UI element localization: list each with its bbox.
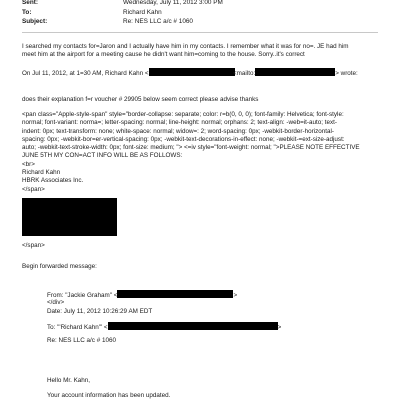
- code-line-3: indent: 0px; text-transform: none; white-space: normal; widow=: 2; word-spacing: 0px; -webkit-border-horizontal-: [22, 127, 335, 135]
- account-updated-line: Your account information has been updated.: [47, 392, 171, 399]
- redacted-email-3: [117, 290, 233, 298]
- quote-mailto: [233, 68, 358, 78]
- signature-name: Richard Kahn: [22, 169, 61, 177]
- quote-attribution: [22, 68, 235, 78]
- code-line-5: auto; -webkit-text-stroke-width: 0px; font-size: medium; "> <=iv style="font-weight: normal; ">PLEASE NOTE EFFECTIVE: [22, 144, 360, 152]
- reply-paragraph: [22, 43, 382, 60]
- header-divider: [22, 32, 378, 33]
- span-close-2: </span>: [22, 242, 45, 249]
- redacted-email-1: [149, 68, 235, 76]
- redacted-email-2: [255, 68, 335, 76]
- begin-forwarded-message: Begin forwarded message:: [22, 263, 97, 270]
- forwarded-date-line: Date: July 11, 2012 10:26:29 AM EDT: [47, 308, 153, 315]
- forwarded-div-close: </div>: [47, 299, 65, 306]
- quote-prefix: On Jul 11, 2012, at 1=30 AM, Richard Kahn <: [22, 70, 149, 77]
- forwarded-subject-line: Re: NES LLC a/c # 1060: [47, 337, 116, 344]
- forwarded-from-suffix: >: [233, 292, 238, 299]
- forwarded-to-line: [47, 322, 281, 332]
- greeting-line: Hello Mr. Kahn,: [47, 377, 91, 384]
- quote-mailto-text: <mailto:: [233, 70, 256, 77]
- code-line-6: JUNE 5TH MY CON=ACT INFO WILL BE AS FOLLOWS:: [22, 152, 183, 160]
- header-subject-value: Re: NES LLC a/c # 1060: [123, 18, 193, 25]
- header-to-value: Richard Kahn: [123, 9, 162, 16]
- code-line-2: normal; font-variant: norma=; letter-spacing: normal; line-height: normal; orphans: 2; text-align: -web=it-auto; text-: [22, 119, 337, 127]
- br-tag: <br>: [22, 160, 35, 168]
- reply-line-1: I searched my contacts for=Jaron and I actually have him in my contacts. I remember what it was for no=. JE had him: [22, 43, 349, 50]
- forwarded-to-suffix: >: [277, 324, 282, 331]
- span-close-1: </span>: [22, 185, 45, 193]
- forwarded-from-prefix: From: "Jackie Graham" <: [47, 292, 118, 299]
- redacted-email-4: [108, 322, 278, 330]
- code-line-1: <pan class="Apple-style-span" style="border-collapse: separate; color: r=b(0, 0, 0); font-family: Helvetica; font-style:: [22, 111, 344, 118]
- question-line: does their explanation f=r voucher # 29905 below seem correct please advise thanks: [22, 96, 259, 103]
- raw-html-block: [22, 111, 382, 194]
- quote-suffix: > wrote:: [335, 70, 358, 77]
- redacted-signature-block: [22, 198, 117, 236]
- header-sent-value: Wednesday, July 11, 2012 3:00 PM: [123, 0, 223, 6]
- reply-line-2: meet him at the airport for a meeting cause he didn't want him=coming to the house. Sorry..it's correct: [22, 51, 305, 59]
- forwarded-from-line: [47, 290, 237, 300]
- header-subject-label: Subject:: [22, 18, 48, 25]
- header-to-label: To:: [22, 9, 32, 16]
- signature-company: HBRK Associates Inc.: [22, 177, 84, 185]
- header-sent-label: Sent:: [22, 0, 38, 6]
- code-line-4: spacing: 0px; -webkit-bor=er-vertical-spacing: 0px; -webkit-text-decorations-in-effect: none; -webkit-=ext-size-adjust:: [22, 135, 345, 143]
- forwarded-to-prefix: To: "'Richard Kahn'" <: [47, 324, 108, 331]
